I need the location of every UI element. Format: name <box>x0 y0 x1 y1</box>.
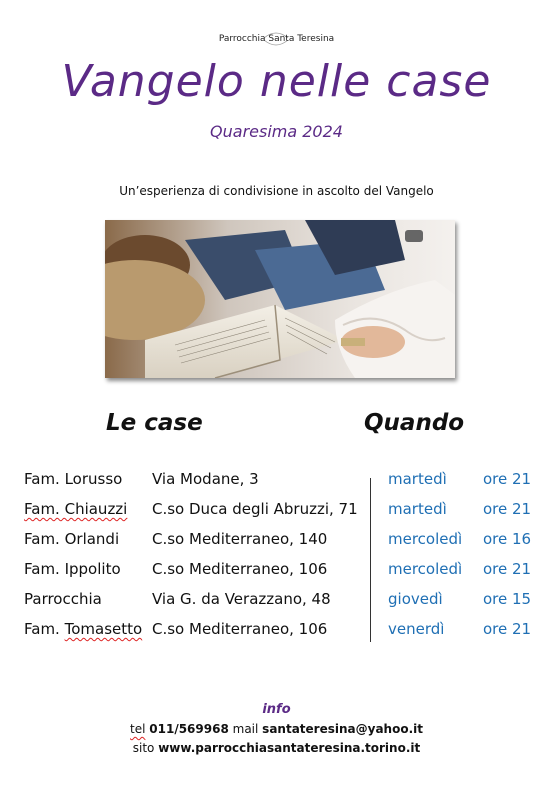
email-link[interactable]: santateresina@yahoo.it <box>262 722 423 736</box>
site-label: sito <box>132 741 155 755</box>
mail-label: mail <box>232 722 259 736</box>
family-name: Fam. Tomasetto <box>24 620 143 638</box>
family-name: Fam. Lorusso <box>24 470 123 488</box>
tel-label: tel <box>130 722 146 736</box>
info-title: info <box>262 702 291 717</box>
when-heading: Quando <box>364 410 465 436</box>
family-name: Fam. Ippolito <box>24 560 121 578</box>
schedule-row <box>0 470 553 500</box>
weekday: mercoledì <box>388 560 463 578</box>
tagline: Un’esperienza di condivisione in ascolto del Vangelo <box>119 184 434 198</box>
schedule-row <box>0 530 553 560</box>
address: C.so Mediterraneo, 140 <box>152 530 328 548</box>
website-line <box>0 741 553 755</box>
weekday: martedì <box>388 470 447 488</box>
address: Via Modane, 3 <box>152 470 259 488</box>
page-subtitle: Quaresima 2024 <box>210 122 343 141</box>
weekday: mercoledì <box>388 530 463 548</box>
schedule-row <box>0 620 553 650</box>
family-name: Fam. Orlandi <box>24 530 120 548</box>
website-link[interactable]: www.parrocchiasantateresina.torino.it <box>158 741 421 755</box>
schedule-row <box>0 560 553 590</box>
time: ore 21 <box>483 470 532 488</box>
houses-heading: Le case <box>106 410 203 436</box>
time: ore 16 <box>483 530 532 548</box>
schedule-row <box>0 590 553 620</box>
weekday: giovedì <box>388 590 443 608</box>
phone-number[interactable]: 011/569968 <box>149 722 229 736</box>
bible-reading-photo <box>105 220 455 378</box>
page-title: Vangelo nelle case <box>61 56 492 107</box>
time: ore 21 <box>483 620 532 638</box>
schedule-row <box>0 500 553 530</box>
time: ore 15 <box>483 590 532 608</box>
weekday: venerdì <box>388 620 445 638</box>
family-name: Fam. Chiauzzi <box>24 500 128 518</box>
address: C.so Mediterraneo, 106 <box>152 560 328 578</box>
address: C.so Duca degli Abruzzi, 71 <box>152 500 358 518</box>
time: ore 21 <box>483 560 532 578</box>
address: Via G. da Verazzano, 48 <box>152 590 331 608</box>
family-name: Parrocchia <box>24 590 102 608</box>
family-surname: Tomasetto <box>64 620 143 638</box>
weekday: martedì <box>388 500 447 518</box>
contact-line <box>0 722 553 736</box>
time: ore 21 <box>483 500 532 518</box>
parish-name: Parrocchia Santa Teresina <box>218 34 335 44</box>
address: C.so Mediterraneo, 106 <box>152 620 328 638</box>
